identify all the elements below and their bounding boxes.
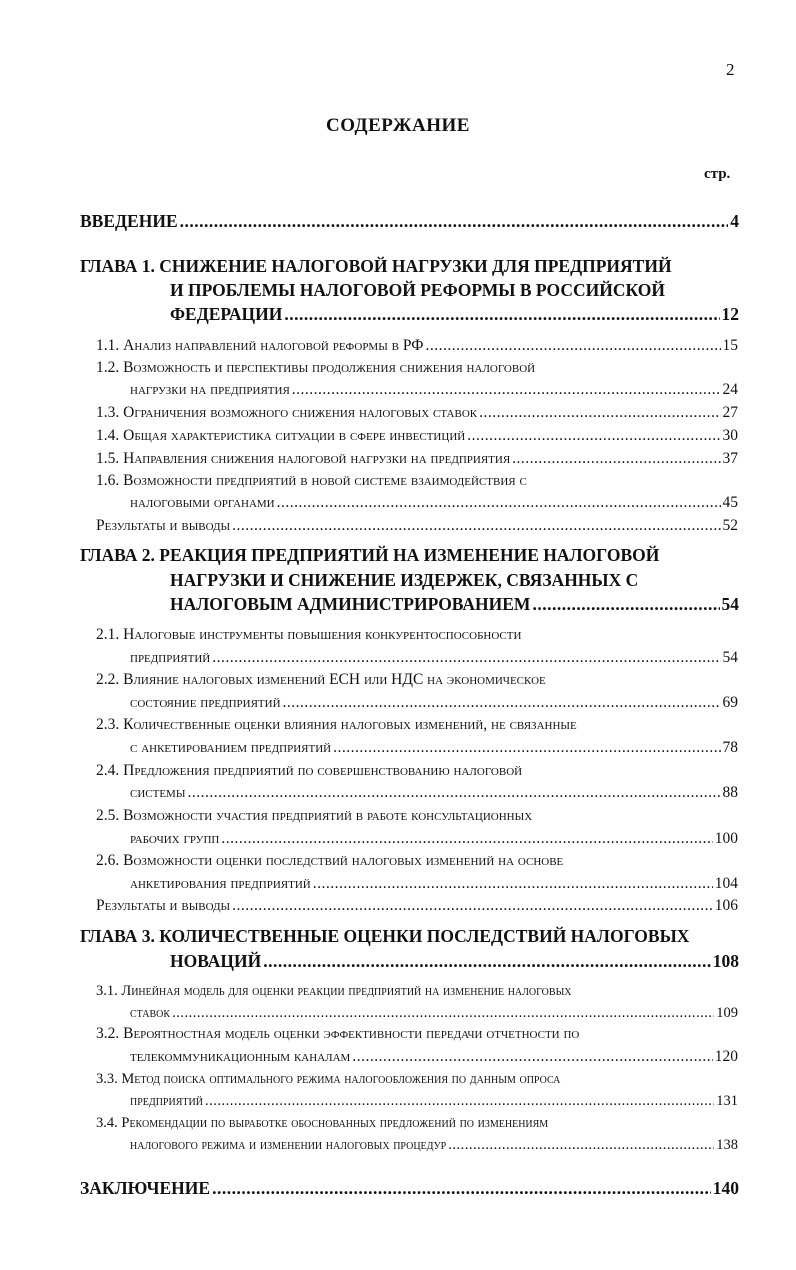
chapter-3-heading-line[interactable]: ГЛАВА 3. КОЛИЧЕСТВЕННЫЕ ОЦЕНКИ ПОСЛЕДСТВИЙ НАЛОГОВЫХ — [80, 926, 690, 946]
entry-label: НОВАЦИЙ — [170, 951, 262, 971]
entry-label: Результаты и выводы — [96, 897, 231, 914]
toc-entry-2-1[interactable] — [130, 649, 738, 667]
entry-label: с анкетированием предприятий — [130, 739, 332, 756]
entry-page: 54 — [721, 594, 739, 614]
toc-entry-1-2[interactable] — [130, 381, 738, 399]
toc-entry-2-4[interactable] — [130, 784, 738, 802]
entry-page: 45 — [722, 494, 738, 511]
chapter-1-heading-line[interactable]: ГЛАВА 1. СНИЖЕНИЕ НАЛОГОВОЙ НАГРУЗКИ ДЛЯ ПРЕДПРИЯТИЙ — [80, 256, 672, 276]
entry-page: 108 — [712, 951, 739, 971]
entry-page: 15 — [722, 337, 738, 354]
toc-entry-3-2[interactable] — [130, 1048, 738, 1066]
entry-page: 30 — [722, 427, 738, 444]
entry-page: 12 — [721, 304, 739, 324]
entry-page: 104 — [714, 875, 738, 892]
entry-page: 27 — [722, 404, 738, 421]
entry-page: 88 — [722, 784, 738, 801]
entry-label: системы — [130, 784, 186, 801]
toc-entry-3-3[interactable] — [130, 1093, 738, 1110]
entry-page: 100 — [714, 830, 738, 847]
entry-page: 69 — [722, 694, 738, 711]
toc-title: СОДЕРЖАНИЕ — [326, 115, 470, 136]
entry-page: 109 — [716, 1005, 738, 1021]
entry-label: Результаты и выводы — [96, 517, 231, 534]
toc-entry-3-1[interactable] — [130, 1005, 738, 1022]
toc-entry-3-1-line[interactable]: 3.1. Линейная модель для оценки реакции предприятий на изменение налоговых — [96, 983, 572, 999]
toc-entry-2-6-line[interactable]: 2.6. Возможности оценки последствий налоговых изменений на основе — [96, 852, 564, 869]
toc-entry-2-2-line[interactable]: 2.2. Влияние налоговых изменений ЕСН или НДС на экономическое — [96, 671, 546, 688]
toc-entry-1-1[interactable] — [96, 337, 738, 355]
toc-entry-3-2-line[interactable]: 3.2. Вероятностная модель оценки эффективности передачи отчетности по — [96, 1025, 580, 1042]
chapter-1-heading-line[interactable]: И ПРОБЛЕМЫ НАЛОГОВОЙ РЕФОРМЫ В РОССИЙСКОЙ — [170, 280, 665, 300]
toc-entry-chapter-3[interactable] — [170, 951, 739, 972]
entry-label: налоговыми органами — [130, 494, 275, 511]
toc-entry-3-3-line[interactable]: 3.3. Метод поиска оптимального режима налогообложения по данным опроса — [96, 1071, 561, 1087]
entry-page: 52 — [722, 517, 738, 534]
entry-label: 1.1. Анализ направлений налоговой реформы в РФ — [96, 337, 424, 354]
toc-entry-1-6[interactable] — [130, 494, 738, 512]
toc-entry-3-4[interactable] — [130, 1137, 738, 1154]
entry-label: предприятий — [130, 1093, 203, 1109]
entry-page: 138 — [716, 1137, 738, 1153]
page-number: 2 — [726, 60, 735, 79]
toc-entry-2-5[interactable] — [130, 830, 738, 848]
toc-entry-1-3[interactable] — [96, 404, 738, 422]
toc-entry-intro[interactable] — [80, 211, 739, 232]
entry-label: рабочих групп — [130, 830, 220, 847]
entry-label: ставок — [130, 1005, 171, 1021]
page-column-label: стр. — [704, 166, 731, 182]
entry-page: 106 — [714, 897, 738, 914]
toc-entry-1-4[interactable] — [96, 427, 738, 445]
entry-label: анкетирования предприятий — [130, 875, 311, 892]
toc-entry-2-2[interactable] — [130, 694, 738, 712]
toc-entry-1-5[interactable] — [96, 450, 738, 468]
entry-label: 1.5. Направления снижения налоговой нагрузки на предприятия — [96, 450, 511, 467]
entry-page: 24 — [722, 381, 738, 398]
toc-entry-chapter-2[interactable] — [170, 594, 739, 615]
toc-entry-conclusion[interactable] — [80, 1178, 739, 1199]
toc-entry-2-results[interactable] — [96, 897, 738, 915]
toc-entry-3-4-line[interactable]: 3.4. Рекомендации по выработке обоснованных предложений по изменениям — [96, 1115, 549, 1131]
toc-entry-2-1-line[interactable]: 2.1. Налоговые инструменты повышения конкурентоспособности — [96, 626, 522, 643]
entry-label: 1.3. Ограничения возможного снижения налоговых ставок — [96, 404, 478, 421]
entry-page: 37 — [722, 450, 738, 467]
toc-entry-2-4-line[interactable]: 2.4. Предложения предприятий по совершенствованию налоговой — [96, 762, 523, 779]
entry-label: предприятий — [130, 649, 211, 666]
entry-page: 120 — [714, 1048, 738, 1065]
entry-page: 54 — [722, 649, 738, 666]
entry-label: ВВЕДЕНИЕ — [80, 211, 178, 231]
toc-entry-1-results[interactable] — [96, 517, 738, 535]
toc-entry-2-5-line[interactable]: 2.5. Возможности участия предприятий в работе консультационных — [96, 807, 533, 824]
chapter-2-heading-line[interactable]: ГЛАВА 2. РЕАКЦИЯ ПРЕДПРИЯТИЙ НА ИЗМЕНЕНИЕ НАЛОГОВОЙ — [80, 545, 660, 565]
chapter-2-heading-line[interactable]: НАГРУЗКИ И СНИЖЕНИЕ ИЗДЕРЖЕК, СВЯЗАННЫХ С — [170, 570, 639, 590]
entry-label: нагрузки на предприятия — [130, 381, 290, 398]
entry-page: 4 — [730, 211, 739, 231]
toc-entry-2-6[interactable] — [130, 875, 738, 893]
entry-label: телекоммуникационным каналам — [130, 1048, 351, 1065]
entry-label: 1.4. Общая характеристика ситуации в сфере инвестиций — [96, 427, 466, 444]
toc-entry-2-3-line[interactable]: 2.3. Количественные оценки влияния налоговых изменений, не связанные — [96, 716, 577, 733]
entry-label: состояние предприятий — [130, 694, 281, 711]
entry-label: НАЛОГОВЫМ АДМИНИСТРИРОВАНИЕМ — [170, 594, 531, 614]
entry-page: 140 — [712, 1178, 739, 1198]
toc-entry-2-3[interactable] — [130, 739, 738, 757]
entry-page: 78 — [722, 739, 738, 756]
toc-entry-chapter-1[interactable] — [170, 304, 739, 325]
entry-label: ЗАКЛЮЧЕНИЕ — [80, 1178, 211, 1198]
entry-page: 131 — [716, 1093, 738, 1109]
toc-entry-1-2-line[interactable]: 1.2. Возможность и перспективы продолжения снижения налоговой — [96, 359, 536, 376]
toc-entry-1-6-line[interactable]: 1.6. Возможности предприятий в новой системе взаимодействия с — [96, 472, 527, 489]
entry-label: ФЕДЕРАЦИИ — [170, 304, 283, 324]
entry-label: налогового режима и изменении налоговых процедур — [130, 1137, 447, 1153]
